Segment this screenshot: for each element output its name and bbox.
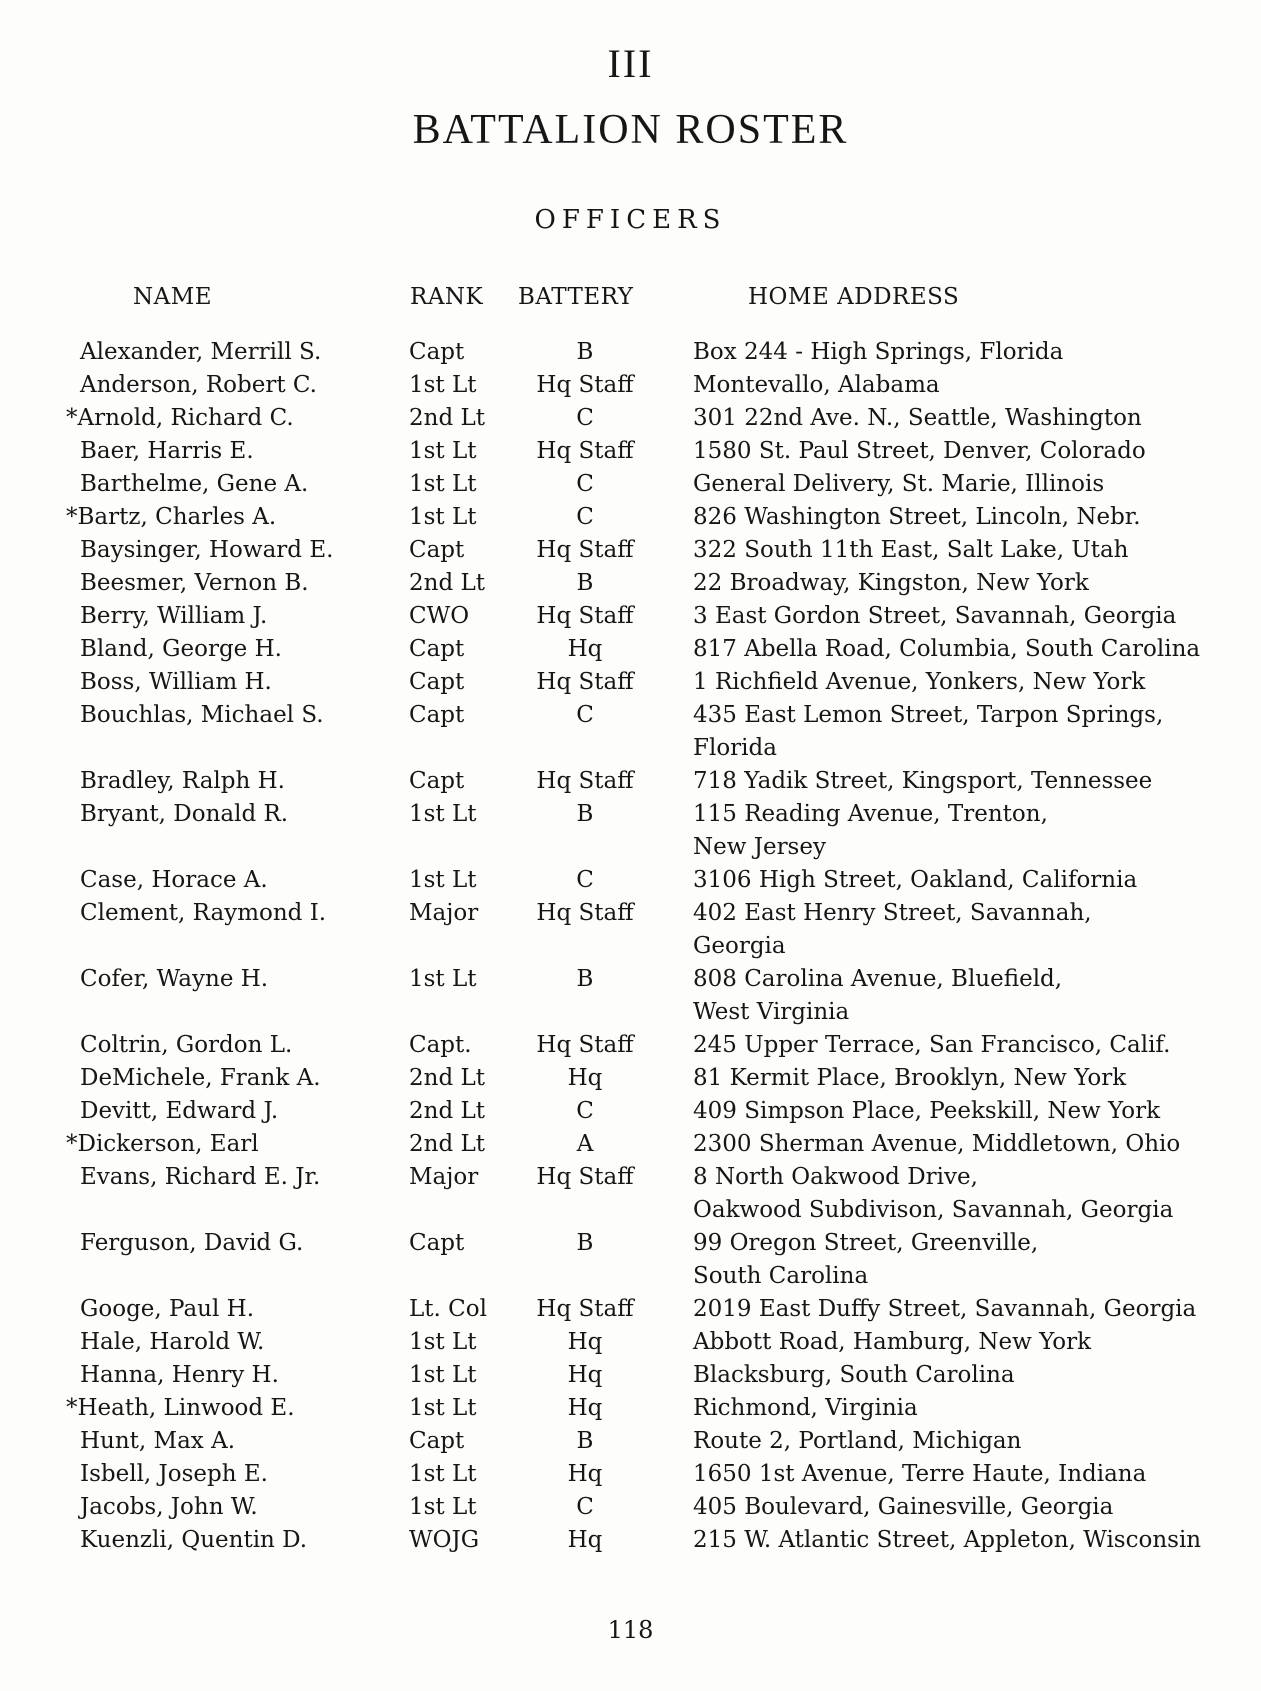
officer-battery: C: [576, 405, 594, 431]
officer-name: Kuenzli, Quentin D.: [80, 1527, 308, 1553]
address-line: 402 East Henry Street, Savannah,: [693, 900, 1092, 926]
officer-rank: 1st Lt: [409, 801, 477, 827]
officer-rank: Lt. Col: [409, 1296, 487, 1322]
officer-home-address: [693, 900, 1193, 966]
address-line: 8 North Oakwood Drive,: [693, 1164, 978, 1190]
officer-rank: 1st Lt: [409, 966, 477, 992]
table-row: [0, 1527, 1261, 1560]
officer-battery: B: [576, 1428, 594, 1454]
officer-battery: Hq Staff: [536, 372, 634, 398]
officer-home-address: [693, 966, 1193, 1032]
officer-home-address: [693, 438, 1193, 471]
officer-battery: B: [576, 1230, 594, 1256]
officer-battery: Hq: [567, 1461, 603, 1487]
officer-rank: 2nd Lt: [409, 1065, 485, 1091]
table-row: [0, 1098, 1261, 1131]
officer-rank: 2nd Lt: [409, 1098, 485, 1124]
officer-battery: C: [576, 1494, 594, 1520]
officer-home-address: [693, 1296, 1197, 1329]
officer-battery: Hq: [567, 1065, 603, 1091]
officer-rank: 2nd Lt: [409, 405, 485, 431]
officer-name: Ferguson, David G.: [80, 1230, 304, 1256]
address-line: 245 Upper Terrace, San Francisco, Calif.: [693, 1032, 1171, 1058]
address-line: General Delivery, St. Marie, Illinois: [693, 471, 1105, 497]
officer-home-address: [693, 1428, 1193, 1461]
table-row: [0, 867, 1261, 900]
officer-rank: Major: [409, 1164, 479, 1190]
table-row: [0, 570, 1261, 603]
officer-name: Hanna, Henry H.: [80, 1362, 279, 1388]
officer-home-address: [693, 1131, 1193, 1164]
officer-battery: Hq: [567, 1329, 603, 1355]
officer-rank: Capt: [409, 1428, 465, 1454]
officer-name: Devitt, Edward J.: [80, 1098, 279, 1124]
table-row: [0, 405, 1261, 438]
officer-battery: Hq: [567, 1395, 603, 1421]
address-line: 215 W. Atlantic Street, Appleton, Wisconsin: [693, 1527, 1202, 1553]
officer-battery: C: [576, 867, 594, 893]
officer-rank: Capt: [409, 537, 465, 563]
officer-rank: 1st Lt: [409, 504, 477, 530]
officer-rank: 1st Lt: [409, 372, 477, 398]
address-line: 301 22nd Ave. N., Seattle, Washington: [693, 405, 1142, 431]
address-line: 115 Reading Avenue, Trenton,: [693, 801, 1048, 827]
officer-rank: 1st Lt: [409, 471, 477, 497]
table-row: [0, 537, 1261, 570]
address-line: 405 Boulevard, Gainesville, Georgia: [693, 1494, 1114, 1520]
address-line: New Jersey: [693, 834, 826, 860]
officer-roster-table: [0, 339, 1261, 1560]
officer-name: Boss, William H.: [80, 669, 272, 695]
table-row: [0, 1296, 1261, 1329]
address-line: 3106 High Street, Oakland, California: [693, 867, 1138, 893]
officer-home-address: [693, 1329, 1193, 1362]
officer-name: Evans, Richard E. Jr.: [80, 1164, 321, 1190]
table-row: [0, 438, 1261, 471]
officer-home-address: [693, 570, 1193, 603]
table-row: [0, 1329, 1261, 1362]
column-header-rank: RANK: [410, 284, 484, 310]
address-line: 808 Carolina Avenue, Bluefield,: [693, 966, 1063, 992]
table-row: [0, 900, 1261, 966]
officer-rank: Capt: [409, 636, 465, 662]
officer-rank: Capt: [409, 768, 465, 794]
address-line: 1650 1st Avenue, Terre Haute, Indiana: [693, 1461, 1147, 1487]
officer-home-address: [693, 1494, 1193, 1527]
officer-home-address: [693, 1032, 1193, 1065]
officer-home-address: [693, 1461, 1193, 1494]
officer-home-address: [693, 669, 1193, 702]
address-line: West Virginia: [693, 999, 850, 1025]
officer-name: *Bartz, Charles A.: [66, 504, 277, 530]
officer-name: DeMichele, Frank A.: [80, 1065, 321, 1091]
address-line: 2019 East Duffy Street, Savannah, Georgia: [693, 1296, 1197, 1322]
officer-name: Bradley, Ralph H.: [80, 768, 285, 794]
officer-rank: 1st Lt: [409, 1461, 477, 1487]
officer-name: Isbell, Joseph E.: [80, 1461, 268, 1487]
officer-home-address: [693, 801, 1193, 867]
officer-battery: Hq Staff: [536, 1296, 634, 1322]
officer-home-address: [693, 1164, 1193, 1230]
address-line: Abbott Road, Hamburg, New York: [693, 1329, 1092, 1355]
address-line: Blacksburg, South Carolina: [693, 1362, 1015, 1388]
officer-battery: Hq: [567, 1362, 603, 1388]
table-row: [0, 471, 1261, 504]
officer-name: Anderson, Robert C.: [80, 372, 317, 398]
address-line: 817 Abella Road, Columbia, South Carolina: [693, 636, 1201, 662]
officer-home-address: [693, 504, 1193, 537]
officer-battery: C: [576, 471, 594, 497]
officer-battery: Hq Staff: [536, 438, 634, 464]
officer-rank: Capt: [409, 669, 465, 695]
officer-battery: B: [576, 339, 594, 365]
address-line: Montevallo, Alabama: [693, 372, 940, 398]
table-row: [0, 1395, 1261, 1428]
officer-rank: CWO: [409, 603, 470, 629]
officer-home-address: [693, 1098, 1193, 1131]
table-row: [0, 1461, 1261, 1494]
officer-home-address: [693, 372, 1193, 405]
officer-home-address: [693, 339, 1193, 372]
officer-rank: 1st Lt: [409, 1494, 477, 1520]
address-line: Richmond, Virginia: [693, 1395, 918, 1421]
officer-name: Hale, Harold W.: [80, 1329, 265, 1355]
column-header-name: NAME: [133, 284, 213, 310]
address-line: Florida: [693, 735, 777, 761]
officer-rank: Capt: [409, 339, 465, 365]
officer-battery: C: [576, 1098, 594, 1124]
officer-battery: B: [576, 801, 594, 827]
table-row: [0, 339, 1261, 372]
officer-name: Jacobs, John W.: [80, 1494, 258, 1520]
address-line: Route 2, Portland, Michigan: [693, 1428, 1022, 1454]
officer-name: Beesmer, Vernon B.: [80, 570, 309, 596]
officer-name: Googe, Paul H.: [80, 1296, 255, 1322]
officer-rank: Capt: [409, 702, 465, 728]
officer-home-address: [693, 1065, 1193, 1098]
officer-home-address: [693, 1527, 1202, 1560]
officer-home-address: [693, 1362, 1193, 1395]
table-row: [0, 1494, 1261, 1527]
officer-rank: Capt.: [409, 1032, 472, 1058]
officer-name: *Arnold, Richard C.: [66, 405, 294, 431]
address-line: 99 Oregon Street, Greenville,: [693, 1230, 1039, 1256]
officer-battery: Hq Staff: [536, 768, 634, 794]
officer-name: Cofer, Wayne H.: [80, 966, 269, 992]
address-line: 409 Simpson Place, Peekskill, New York: [693, 1098, 1161, 1124]
table-row: [0, 1131, 1261, 1164]
column-header-battery: BATTERY: [518, 284, 634, 310]
officer-battery: C: [576, 702, 594, 728]
address-line: 435 East Lemon Street, Tarpon Springs,: [693, 702, 1164, 728]
officer-rank: 1st Lt: [409, 1329, 477, 1355]
officer-rank: 1st Lt: [409, 1395, 477, 1421]
officer-rank: 1st Lt: [409, 438, 477, 464]
officer-name: Baer, Harris E.: [80, 438, 254, 464]
table-row: [0, 801, 1261, 867]
officer-battery: Hq Staff: [536, 537, 634, 563]
officer-name: Coltrin, Gordon L.: [80, 1032, 293, 1058]
officer-battery: B: [576, 570, 594, 596]
table-row: [0, 669, 1261, 702]
officer-battery: Hq Staff: [536, 1164, 634, 1190]
officer-battery: Hq: [567, 636, 603, 662]
officer-name: Bouchlas, Michael S.: [80, 702, 324, 728]
address-line: Box 244 - High Springs, Florida: [693, 339, 1064, 365]
officer-name: Baysinger, Howard E.: [80, 537, 334, 563]
officer-battery: C: [576, 504, 594, 530]
officer-name: Alexander, Merrill S.: [80, 339, 322, 365]
officer-home-address: [693, 405, 1193, 438]
table-row: [0, 966, 1261, 1032]
column-header-home-address: HOME ADDRESS: [748, 284, 960, 310]
officer-home-address: [693, 702, 1193, 768]
address-line: 3 East Gordon Street, Savannah, Georgia: [693, 603, 1177, 629]
table-row: [0, 504, 1261, 537]
officer-home-address: [693, 603, 1193, 636]
address-line: South Carolina: [693, 1263, 869, 1289]
officer-name: Berry, William J.: [80, 603, 268, 629]
officer-name: Bryant, Donald R.: [80, 801, 289, 827]
officer-rank: WOJG: [409, 1527, 480, 1553]
officer-home-address: [693, 537, 1193, 570]
officer-rank: 2nd Lt: [409, 1131, 485, 1157]
officer-battery: Hq Staff: [536, 603, 634, 629]
officer-battery: Hq: [567, 1527, 603, 1553]
table-row: [0, 603, 1261, 636]
address-line: 322 South 11th East, Salt Lake, Utah: [693, 537, 1129, 563]
address-line: 718 Yadik Street, Kingsport, Tennessee: [693, 768, 1153, 794]
officer-rank: 1st Lt: [409, 1362, 477, 1388]
section-heading: OFFICERS: [534, 205, 727, 235]
officer-rank: Major: [409, 900, 479, 926]
officer-home-address: [693, 471, 1193, 504]
table-row: [0, 636, 1261, 669]
officer-rank: 1st Lt: [409, 867, 477, 893]
officer-name: *Dickerson, Earl: [66, 1131, 259, 1157]
page-number: 118: [607, 1616, 654, 1644]
table-row: [0, 1230, 1261, 1296]
officer-battery: B: [576, 966, 594, 992]
table-row: [0, 1428, 1261, 1461]
officer-name: *Heath, Linwood E.: [66, 1395, 295, 1421]
officer-name: Hunt, Max A.: [80, 1428, 236, 1454]
officer-name: Barthelme, Gene A.: [80, 471, 309, 497]
table-row: [0, 1164, 1261, 1230]
address-line: 826 Washington Street, Lincoln, Nebr.: [693, 504, 1141, 530]
officer-home-address: [693, 867, 1193, 900]
address-line: Oakwood Subdivison, Savannah, Georgia: [693, 1197, 1174, 1223]
chapter-number: III: [607, 41, 654, 86]
table-row: [0, 1362, 1261, 1395]
officer-battery: Hq Staff: [536, 1032, 634, 1058]
officer-battery: Hq Staff: [536, 669, 634, 695]
address-line: Georgia: [693, 933, 786, 959]
table-row: [0, 702, 1261, 768]
officer-home-address: [693, 768, 1193, 801]
table-row: [0, 372, 1261, 405]
officer-rank: 2nd Lt: [409, 570, 485, 596]
officer-battery: Hq Staff: [536, 900, 634, 926]
officer-battery: A: [576, 1131, 594, 1157]
page-title: BATTALION ROSTER: [412, 107, 849, 153]
officer-name: Clement, Raymond I.: [80, 900, 327, 926]
officer-name: Case, Horace A.: [80, 867, 268, 893]
table-row: [0, 1032, 1261, 1065]
table-row: [0, 1065, 1261, 1098]
officer-rank: Capt: [409, 1230, 465, 1256]
address-line: 1580 St. Paul Street, Denver, Colorado: [693, 438, 1146, 464]
table-row: [0, 768, 1261, 801]
address-line: 22 Broadway, Kingston, New York: [693, 570, 1089, 596]
address-line: 2300 Sherman Avenue, Middletown, Ohio: [693, 1131, 1181, 1157]
officer-home-address: [693, 636, 1201, 669]
officer-name: Bland, George H.: [80, 636, 282, 662]
officer-home-address: [693, 1230, 1193, 1296]
address-line: 81 Kermit Place, Brooklyn, New York: [693, 1065, 1127, 1091]
officer-home-address: [693, 1395, 1193, 1428]
address-line: 1 Richfield Avenue, Yonkers, New York: [693, 669, 1146, 695]
